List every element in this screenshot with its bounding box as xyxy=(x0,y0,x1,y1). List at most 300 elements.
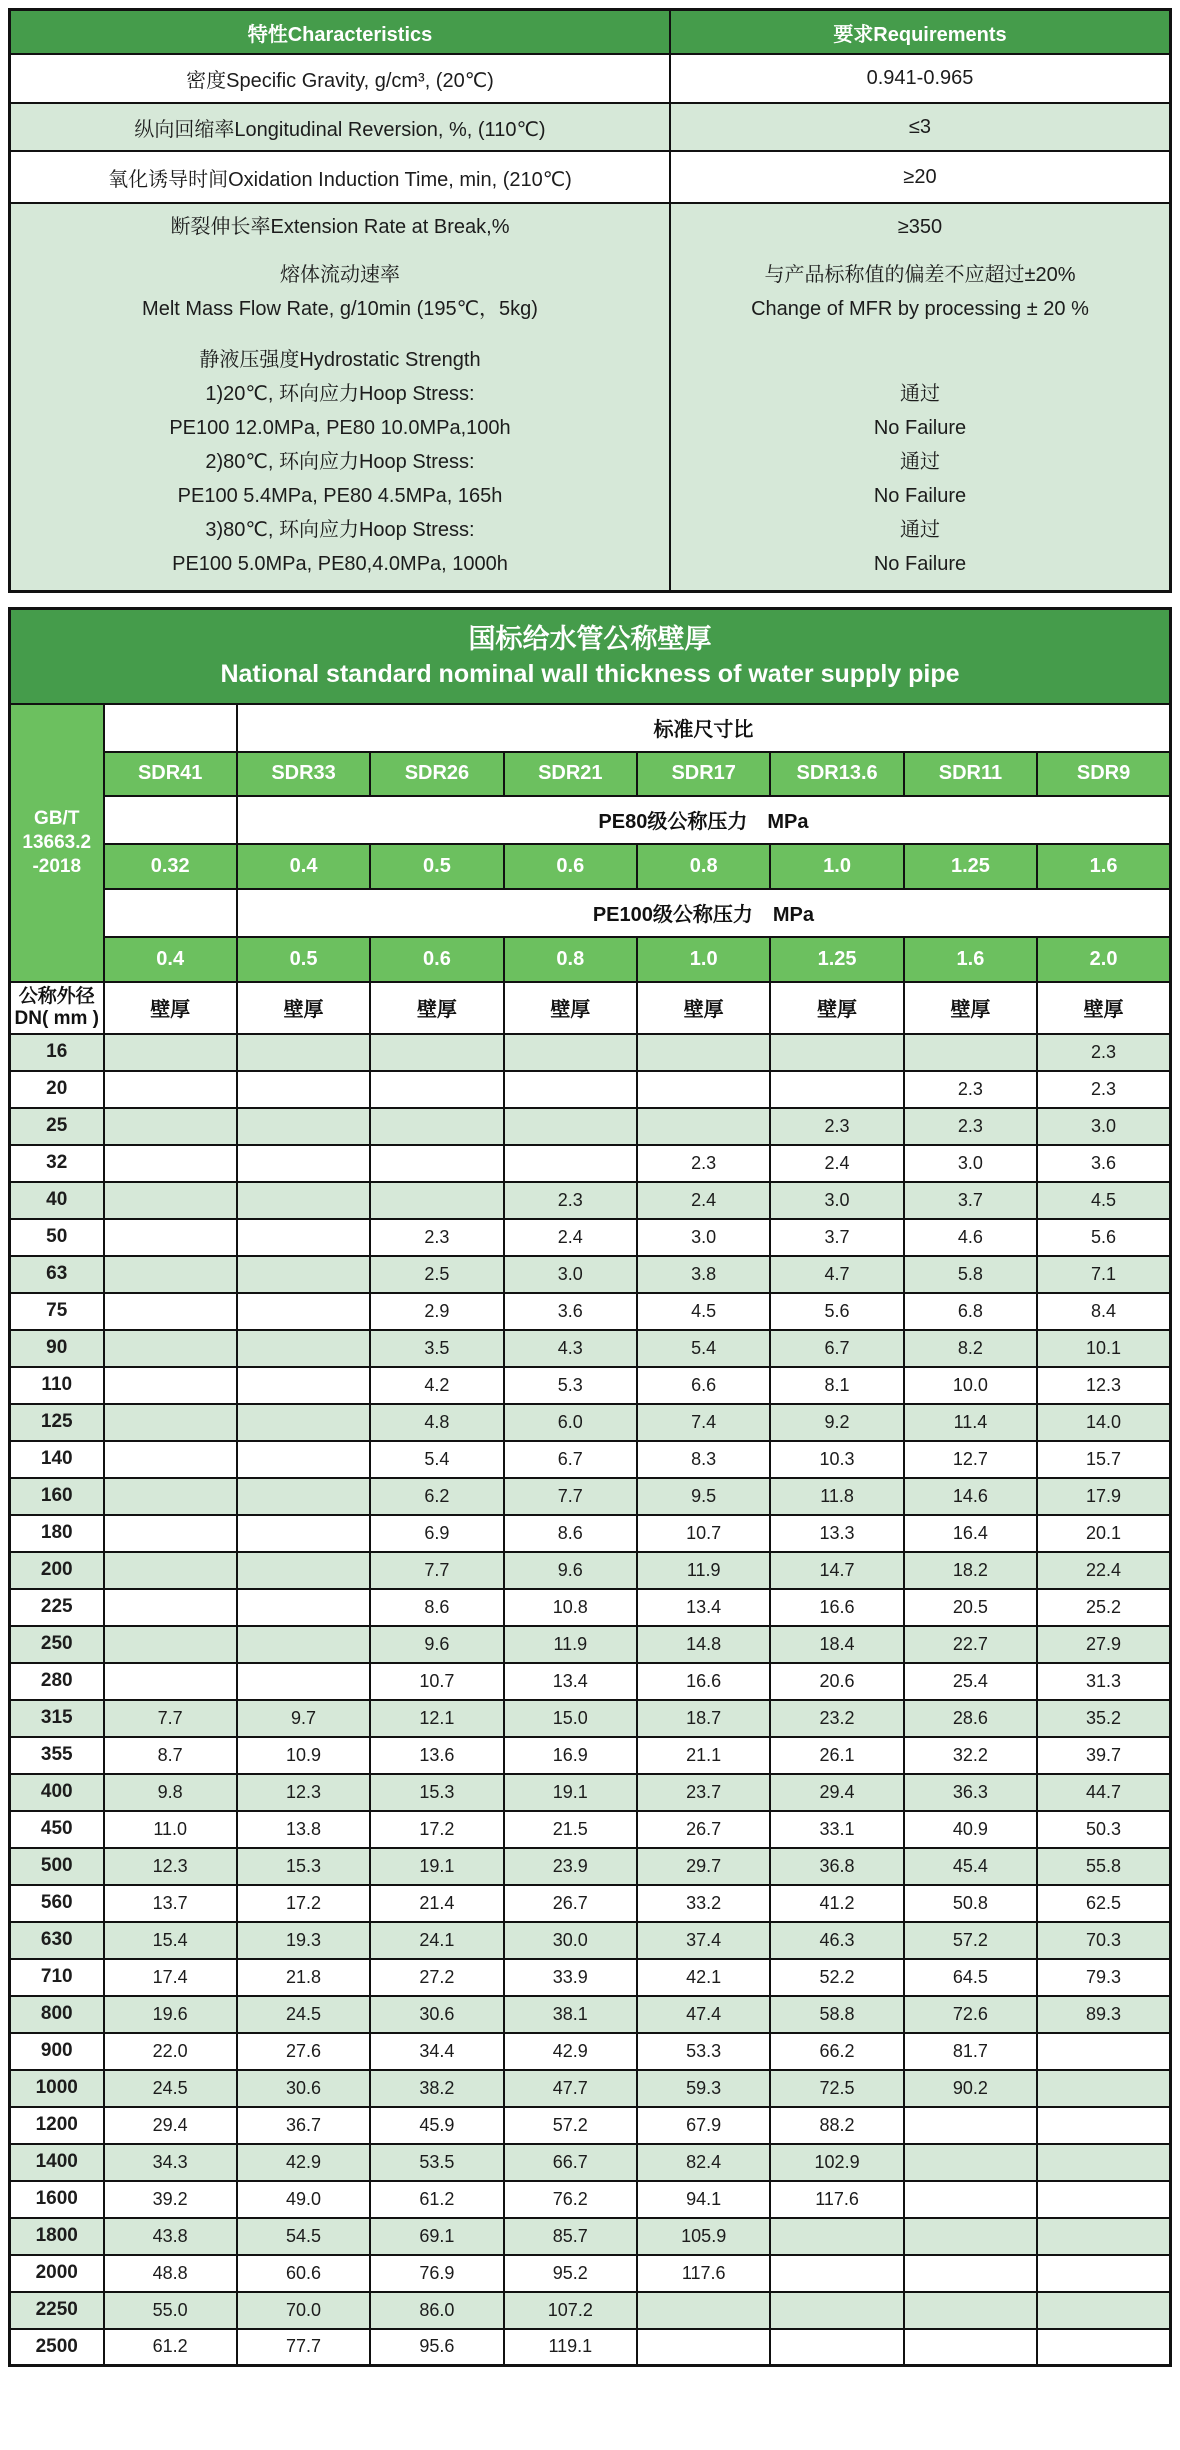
requirements-header-cell: 要求Requirements xyxy=(833,23,1007,46)
merged-properties-row xyxy=(11,202,1169,590)
wall-thickness-row xyxy=(10,2255,1171,2292)
text-line: PE100 5.0MPa, PE80,4.0MPa, 1000h xyxy=(172,553,508,575)
thickness-cell: 10.1 xyxy=(1037,1330,1170,1367)
thickness-cell: 14.6 xyxy=(904,1478,1037,1515)
thickness-cell: 90.2 xyxy=(904,2070,1037,2107)
wall-thickness-label: 壁厚 xyxy=(104,982,237,1034)
thickness-cell: 22.0 xyxy=(104,2033,237,2070)
thickness-cell xyxy=(237,1589,370,1626)
thickness-cell: 38.2 xyxy=(370,2070,503,2107)
thickness-cell: 55.8 xyxy=(1037,1848,1170,1885)
thickness-cell: 34.3 xyxy=(104,2144,237,2181)
thickness-cell: 8.3 xyxy=(637,1441,770,1478)
spacer-cell xyxy=(104,889,237,937)
dn-value-cell: 560 xyxy=(10,1885,104,1922)
dn-value-cell: 450 xyxy=(10,1811,104,1848)
thickness-cell: 6.7 xyxy=(770,1330,903,1367)
thickness-cell: 88.2 xyxy=(770,2107,903,2144)
thickness-cell: 85.7 xyxy=(504,2218,637,2255)
wall-thickness-row xyxy=(10,1848,1171,1885)
sdr-columns-row xyxy=(10,752,1171,796)
thickness-cell xyxy=(504,1034,637,1071)
thickness-cell xyxy=(370,1182,503,1219)
thickness-cell: 20.6 xyxy=(770,1663,903,1700)
pe80-pressure-cell: 0.5 xyxy=(370,844,503,889)
wall-thickness-row xyxy=(10,1959,1171,1996)
wall-thickness-row xyxy=(10,1182,1171,1219)
wall-thickness-row xyxy=(10,2033,1171,2070)
sdr-col-header: SDR33 xyxy=(237,752,370,796)
thickness-cell: 72.6 xyxy=(904,1996,1037,2033)
thickness-cell: 12.7 xyxy=(904,1441,1037,1478)
thickness-cell xyxy=(104,1145,237,1182)
thickness-cell: 79.3 xyxy=(1037,1959,1170,1996)
gbt-line: GB/T xyxy=(34,807,80,829)
characteristic-cell xyxy=(11,204,671,250)
thickness-cell: 3.6 xyxy=(504,1293,637,1330)
dn-value-cell: 63 xyxy=(10,1256,104,1293)
wall-thickness-row xyxy=(10,1774,1171,1811)
thickness-cell: 31.3 xyxy=(1037,1663,1170,1700)
thickness-cell xyxy=(237,1626,370,1663)
thickness-cell xyxy=(370,1108,503,1145)
thickness-cell xyxy=(504,1071,637,1108)
thickness-cell: 6.9 xyxy=(370,1515,503,1552)
thickness-cell: 28.6 xyxy=(904,1700,1037,1737)
dn-value-cell: 16 xyxy=(10,1034,104,1071)
text-line xyxy=(917,343,923,377)
thickness-cell: 3.0 xyxy=(1037,1108,1170,1145)
thickness-cell xyxy=(770,2218,903,2255)
thickness-cell xyxy=(1037,2107,1170,2144)
thickness-cell xyxy=(237,1441,370,1478)
thickness-cell: 10.9 xyxy=(237,1737,370,1774)
thickness-cell: 13.3 xyxy=(770,1515,903,1552)
thickness-cell: 21.5 xyxy=(504,1811,637,1848)
thickness-cell xyxy=(237,1515,370,1552)
text-line: 3)80℃, 环向应力Hoop Stress: xyxy=(205,519,475,541)
thickness-cell: 117.6 xyxy=(770,2181,903,2218)
thickness-cell: 14.0 xyxy=(1037,1404,1170,1441)
thickness-cell: 5.6 xyxy=(770,1293,903,1330)
thickness-cell xyxy=(104,1552,237,1589)
thickness-cell: 47.4 xyxy=(637,1996,770,2033)
characteristic-cell xyxy=(11,250,671,334)
wall-thickness-row xyxy=(10,1330,1171,1367)
thickness-cell: 40.9 xyxy=(904,1811,1037,1848)
thickness-cell xyxy=(104,1108,237,1145)
wall-thickness-table xyxy=(8,607,1172,2367)
thickness-cell: 26.7 xyxy=(504,1885,637,1922)
thickness-cell: 21.1 xyxy=(637,1737,770,1774)
thickness-cell: 23.2 xyxy=(770,1700,903,1737)
thickness-cell: 34.4 xyxy=(370,2033,503,2070)
text-line: Change of MFR by processing ± 20 % xyxy=(751,298,1089,320)
sdr-col-header: SDR26 xyxy=(370,752,503,796)
wall-thickness-row xyxy=(10,1589,1171,1626)
thickness-cell: 29.7 xyxy=(637,1848,770,1885)
wall-thickness-row xyxy=(10,1145,1171,1182)
thickness-cell: 43.8 xyxy=(104,2218,237,2255)
thickness-cell: 18.2 xyxy=(904,1552,1037,1589)
thickness-cell: 50.3 xyxy=(1037,1811,1170,1848)
pe100-pressure-cell: 1.25 xyxy=(770,937,903,982)
thickness-cell: 3.0 xyxy=(637,1219,770,1256)
thickness-cell xyxy=(104,1663,237,1700)
thickness-cell xyxy=(770,2329,903,2366)
thickness-cell: 70.3 xyxy=(1037,1922,1170,1959)
thickness-cell: 4.3 xyxy=(504,1330,637,1367)
thickness-cell: 69.1 xyxy=(370,2218,503,2255)
text-line: No Failure xyxy=(873,485,967,507)
dn-value-cell: 160 xyxy=(10,1478,104,1515)
wall-thickness-row xyxy=(10,2218,1171,2255)
text-line: 熔体流动速率 xyxy=(280,264,400,286)
thickness-cell xyxy=(104,1256,237,1293)
dn-value-cell: 180 xyxy=(10,1515,104,1552)
dn-header-line: DN( mm ) xyxy=(14,1007,99,1029)
thickness-cell: 42.9 xyxy=(237,2144,370,2181)
text-line: PE100 12.0MPa, PE80 10.0MPa,100h xyxy=(169,417,511,439)
pe80-pressure-cell: 0.6 xyxy=(504,844,637,889)
thickness-cell xyxy=(104,1330,237,1367)
thickness-cell: 27.2 xyxy=(370,1959,503,1996)
dn-header-cell xyxy=(10,982,104,1034)
thickness-cell: 25.2 xyxy=(1037,1589,1170,1626)
gbt-standard-cell xyxy=(10,704,104,982)
merged-subrow xyxy=(11,204,1169,250)
pe80-pressure-cell: 0.8 xyxy=(637,844,770,889)
thickness-cell: 7.7 xyxy=(370,1552,503,1589)
thickness-cell: 14.7 xyxy=(770,1552,903,1589)
wall-thickness-row xyxy=(10,1996,1171,2033)
thickness-cell: 24.5 xyxy=(237,1996,370,2033)
thickness-cell: 10.0 xyxy=(904,1367,1037,1404)
thickness-cell: 4.5 xyxy=(637,1293,770,1330)
thickness-cell: 10.7 xyxy=(637,1515,770,1552)
thickness-cell: 2.4 xyxy=(637,1182,770,1219)
dn-value-cell: 90 xyxy=(10,1330,104,1367)
thickness-cell xyxy=(1037,2255,1170,2292)
thickness-cell: 30.6 xyxy=(237,2070,370,2107)
thickness-cell: 95.6 xyxy=(370,2329,503,2366)
thickness-cell xyxy=(904,2218,1037,2255)
wall-thickness-header-row xyxy=(10,982,1171,1034)
thickness-cell: 11.4 xyxy=(904,1404,1037,1441)
dn-value-cell: 250 xyxy=(10,1626,104,1663)
sdr-col-header: SDR17 xyxy=(637,752,770,796)
thickness-cell: 55.0 xyxy=(104,2292,237,2329)
thickness-cell: 30.0 xyxy=(504,1922,637,1959)
thickness-cell: 57.2 xyxy=(904,1922,1037,1959)
thickness-cell xyxy=(237,1145,370,1182)
thickness-cell xyxy=(904,2255,1037,2292)
thickness-cell: 2.3 xyxy=(904,1071,1037,1108)
thickness-cell: 66.2 xyxy=(770,2033,903,2070)
thickness-cell xyxy=(370,1071,503,1108)
requirement-cell: ≥20 xyxy=(903,165,937,188)
dn-value-cell: 1000 xyxy=(10,2070,104,2107)
thickness-cell: 36.8 xyxy=(770,1848,903,1885)
wall-thickness-row xyxy=(10,1811,1171,1848)
thickness-cell xyxy=(504,1145,637,1182)
dn-value-cell: 140 xyxy=(10,1441,104,1478)
dn-value-cell: 75 xyxy=(10,1293,104,1330)
thickness-cell: 15.7 xyxy=(1037,1441,1170,1478)
thickness-cell: 47.7 xyxy=(504,2070,637,2107)
thickness-cell: 42.9 xyxy=(504,2033,637,2070)
dn-value-cell: 1600 xyxy=(10,2181,104,2218)
pe80-values-row xyxy=(10,844,1171,889)
thickness-cell: 3.7 xyxy=(904,1182,1037,1219)
thickness-cell xyxy=(104,1441,237,1478)
wall-thickness-row xyxy=(10,1478,1171,1515)
wall-thickness-row xyxy=(10,1108,1171,1145)
wall-thickness-row xyxy=(10,1404,1171,1441)
thickness-cell: 12.1 xyxy=(370,1700,503,1737)
text-line: 通过 xyxy=(900,519,940,541)
characteristics-header-cell: 特性Characteristics xyxy=(11,11,671,53)
characteristics-table xyxy=(8,8,1172,593)
thickness-cell: 9.5 xyxy=(637,1478,770,1515)
thickness-cell: 2.3 xyxy=(1037,1034,1170,1071)
thickness-cell: 25.4 xyxy=(904,1663,1037,1700)
requirement-cell xyxy=(671,334,1169,590)
thickness-cell: 17.2 xyxy=(370,1811,503,1848)
thickness-cell xyxy=(104,1293,237,1330)
thickness-cell xyxy=(237,1034,370,1071)
thickness-cell xyxy=(104,1034,237,1071)
text-line: 1)20℃, 环向应力Hoop Stress: xyxy=(205,383,475,405)
thickness-cell: 48.8 xyxy=(104,2255,237,2292)
thickness-cell xyxy=(237,1108,370,1145)
thickness-cell: 19.3 xyxy=(237,1922,370,1959)
thickness-cell: 38.1 xyxy=(504,1996,637,2033)
thickness-cell: 12.3 xyxy=(104,1848,237,1885)
sdr-col-header: SDR13.6 xyxy=(770,752,903,796)
thickness-cell: 18.7 xyxy=(637,1700,770,1737)
thickness-cell xyxy=(1037,2181,1170,2218)
thickness-cell: 17.4 xyxy=(104,1959,237,1996)
thickness-cell xyxy=(370,1034,503,1071)
thickness-cell: 94.1 xyxy=(637,2181,770,2218)
thickness-cell: 8.6 xyxy=(370,1589,503,1626)
dn-value-cell: 1800 xyxy=(10,2218,104,2255)
dn-value-cell: 2000 xyxy=(10,2255,104,2292)
thickness-cell: 5.8 xyxy=(904,1256,1037,1293)
thickness-cell: 39.2 xyxy=(104,2181,237,2218)
pe100-pressure-cell: 0.4 xyxy=(104,937,237,982)
thickness-cell xyxy=(104,1478,237,1515)
text-line: No Failure xyxy=(873,553,967,575)
thickness-cell: 9.6 xyxy=(504,1552,637,1589)
thickness-cell: 3.8 xyxy=(637,1256,770,1293)
dn-value-cell: 315 xyxy=(10,1700,104,1737)
sdr-col-header: SDR11 xyxy=(904,752,1037,796)
thickness-cell xyxy=(237,1367,370,1404)
requirement-cell: 0.941-0.965 xyxy=(866,67,974,89)
thickness-cell: 2.5 xyxy=(370,1256,503,1293)
thickness-cell: 11.9 xyxy=(637,1552,770,1589)
thickness-cell: 46.3 xyxy=(770,1922,903,1959)
characteristic-cell: 密度Specific Gravity, g/cm³, (20℃) xyxy=(11,55,671,102)
thickness-cell: 89.3 xyxy=(1037,1996,1170,2033)
thickness-cell: 9.2 xyxy=(770,1404,903,1441)
thickness-cell: 22.7 xyxy=(904,1626,1037,1663)
wall-thickness-row xyxy=(10,1737,1171,1774)
thickness-cell: 52.2 xyxy=(770,1959,903,1996)
thickness-cell: 5.4 xyxy=(637,1330,770,1367)
thickness-cell: 16.6 xyxy=(637,1663,770,1700)
thickness-cell: 61.2 xyxy=(104,2329,237,2366)
pe100-pressure-cell: 0.5 xyxy=(237,937,370,982)
wall-thickness-row xyxy=(10,2329,1171,2366)
thickness-cell: 61.2 xyxy=(370,2181,503,2218)
text-line: 通过 xyxy=(900,383,940,405)
thickness-cell: 13.8 xyxy=(237,1811,370,1848)
pe100-pressure-cell: 2.0 xyxy=(1037,937,1170,982)
thickness-cell xyxy=(1037,2144,1170,2181)
thickness-cell xyxy=(104,1626,237,1663)
pe100-pressure-label-cell: PE100级公称压力 MPa xyxy=(237,889,1171,937)
oxidation-induction-row xyxy=(11,150,1169,202)
thickness-cell xyxy=(1037,2033,1170,2070)
thickness-cell: 102.9 xyxy=(770,2144,903,2181)
dn-value-cell: 630 xyxy=(10,1922,104,1959)
thickness-cell: 32.2 xyxy=(904,1737,1037,1774)
thickness-cell: 17.2 xyxy=(237,1885,370,1922)
thickness-cell: 5.6 xyxy=(1037,1219,1170,1256)
thickness-cell xyxy=(237,1256,370,1293)
thickness-cell xyxy=(104,1367,237,1404)
wall-thickness-label: 壁厚 xyxy=(504,982,637,1034)
pe100-pressure-cell: 0.8 xyxy=(504,937,637,982)
thickness-cell: 19.1 xyxy=(504,1774,637,1811)
thickness-cell: 42.1 xyxy=(637,1959,770,1996)
thickness-cell: 13.6 xyxy=(370,1737,503,1774)
thickness-cell: 29.4 xyxy=(104,2107,237,2144)
thickness-cell: 72.5 xyxy=(770,2070,903,2107)
wall-thickness-row xyxy=(10,1256,1171,1293)
thickness-cell: 6.6 xyxy=(637,1367,770,1404)
thickness-cell xyxy=(104,1404,237,1441)
thickness-cell: 33.2 xyxy=(637,1885,770,1922)
thickness-cell: 10.3 xyxy=(770,1441,903,1478)
requirement-cell xyxy=(671,204,1169,250)
thickness-cell xyxy=(770,2292,903,2329)
thickness-cell xyxy=(904,2292,1037,2329)
thickness-cell: 117.6 xyxy=(637,2255,770,2292)
wall-thickness-row xyxy=(10,1885,1171,1922)
thickness-cell xyxy=(237,1478,370,1515)
thickness-cell: 59.3 xyxy=(637,2070,770,2107)
thickness-cell: 29.4 xyxy=(770,1774,903,1811)
thickness-cell: 58.8 xyxy=(770,1996,903,2033)
wall-thickness-row xyxy=(10,1515,1171,1552)
thickness-cell: 39.7 xyxy=(1037,1737,1170,1774)
thickness-cell: 36.7 xyxy=(237,2107,370,2144)
thickness-cell: 10.7 xyxy=(370,1663,503,1700)
thickness-cell: 107.2 xyxy=(504,2292,637,2329)
text-line: No Failure xyxy=(873,417,967,439)
wall-thickness-row xyxy=(10,1293,1171,1330)
thickness-cell: 49.0 xyxy=(237,2181,370,2218)
thickness-cell xyxy=(904,2181,1037,2218)
thickness-cell: 8.7 xyxy=(104,1737,237,1774)
thickness-cell: 11.9 xyxy=(504,1626,637,1663)
thickness-cell: 21.8 xyxy=(237,1959,370,1996)
dn-value-cell: 800 xyxy=(10,1996,104,2033)
wall-thickness-row xyxy=(10,1700,1171,1737)
thickness-cell: 70.0 xyxy=(237,2292,370,2329)
thickness-cell: 9.8 xyxy=(104,1774,237,1811)
wall-thickness-label: 壁厚 xyxy=(904,982,1037,1034)
dn-value-cell: 125 xyxy=(10,1404,104,1441)
thickness-cell xyxy=(1037,2070,1170,2107)
thickness-cell: 2.4 xyxy=(770,1145,903,1182)
sdr-col-header: SDR41 xyxy=(104,752,237,796)
thickness-cell: 76.9 xyxy=(370,2255,503,2292)
text-line: Melt Mass Flow Rate, g/10min (195℃，5kg) xyxy=(142,298,538,320)
thickness-cell: 57.2 xyxy=(504,2107,637,2144)
wall-thickness-label: 壁厚 xyxy=(1037,982,1170,1034)
thickness-cell: 6.8 xyxy=(904,1293,1037,1330)
dn-value-cell: 280 xyxy=(10,1663,104,1700)
thickness-cell xyxy=(237,1293,370,1330)
table-title-en: National standard nominal wall thickness of water supply pipe xyxy=(220,660,960,689)
thickness-cell: 16.4 xyxy=(904,1515,1037,1552)
thickness-cell xyxy=(904,2329,1037,2366)
thickness-cell: 45.4 xyxy=(904,1848,1037,1885)
thickness-cell: 53.3 xyxy=(637,2033,770,2070)
pe100-values-row xyxy=(10,937,1171,982)
thickness-cell: 7.7 xyxy=(104,1700,237,1737)
dn-value-cell: 40 xyxy=(10,1182,104,1219)
dn-value-cell: 25 xyxy=(10,1108,104,1145)
thickness-cell: 64.5 xyxy=(904,1959,1037,1996)
thickness-cell: 50.8 xyxy=(904,1885,1037,1922)
wall-thickness-row xyxy=(10,1626,1171,1663)
thickness-cell: 54.5 xyxy=(237,2218,370,2255)
wall-thickness-label: 壁厚 xyxy=(370,982,503,1034)
thickness-cell: 76.2 xyxy=(504,2181,637,2218)
thickness-cell: 7.1 xyxy=(1037,1256,1170,1293)
thickness-cell xyxy=(237,1404,370,1441)
dn-value-cell: 1400 xyxy=(10,2144,104,2181)
density-row xyxy=(11,53,1169,102)
thickness-cell xyxy=(637,1108,770,1145)
longitudinal-reversion-row xyxy=(11,102,1169,150)
table-title-cell xyxy=(10,609,1171,704)
wall-thickness-row xyxy=(10,2070,1171,2107)
thickness-cell: 82.4 xyxy=(637,2144,770,2181)
thickness-cell: 7.4 xyxy=(637,1404,770,1441)
thickness-cell xyxy=(770,1071,903,1108)
dn-value-cell: 50 xyxy=(10,1219,104,1256)
thickness-cell: 16.6 xyxy=(770,1589,903,1626)
text-line: 静液压强度Hydrostatic Strength xyxy=(199,349,481,371)
thickness-cell: 11.0 xyxy=(104,1811,237,1848)
text-line: 2)80℃, 环向应力Hoop Stress: xyxy=(205,451,475,473)
thickness-cell: 2.3 xyxy=(504,1182,637,1219)
text-line: ≥350 xyxy=(897,216,943,238)
thickness-cell: 33.9 xyxy=(504,1959,637,1996)
dn-value-cell: 900 xyxy=(10,2033,104,2070)
thickness-cell: 5.3 xyxy=(504,1367,637,1404)
sdr-col-header: SDR21 xyxy=(504,752,637,796)
pe80-pressure-cell: 0.4 xyxy=(237,844,370,889)
thickness-cell: 35.2 xyxy=(1037,1700,1170,1737)
